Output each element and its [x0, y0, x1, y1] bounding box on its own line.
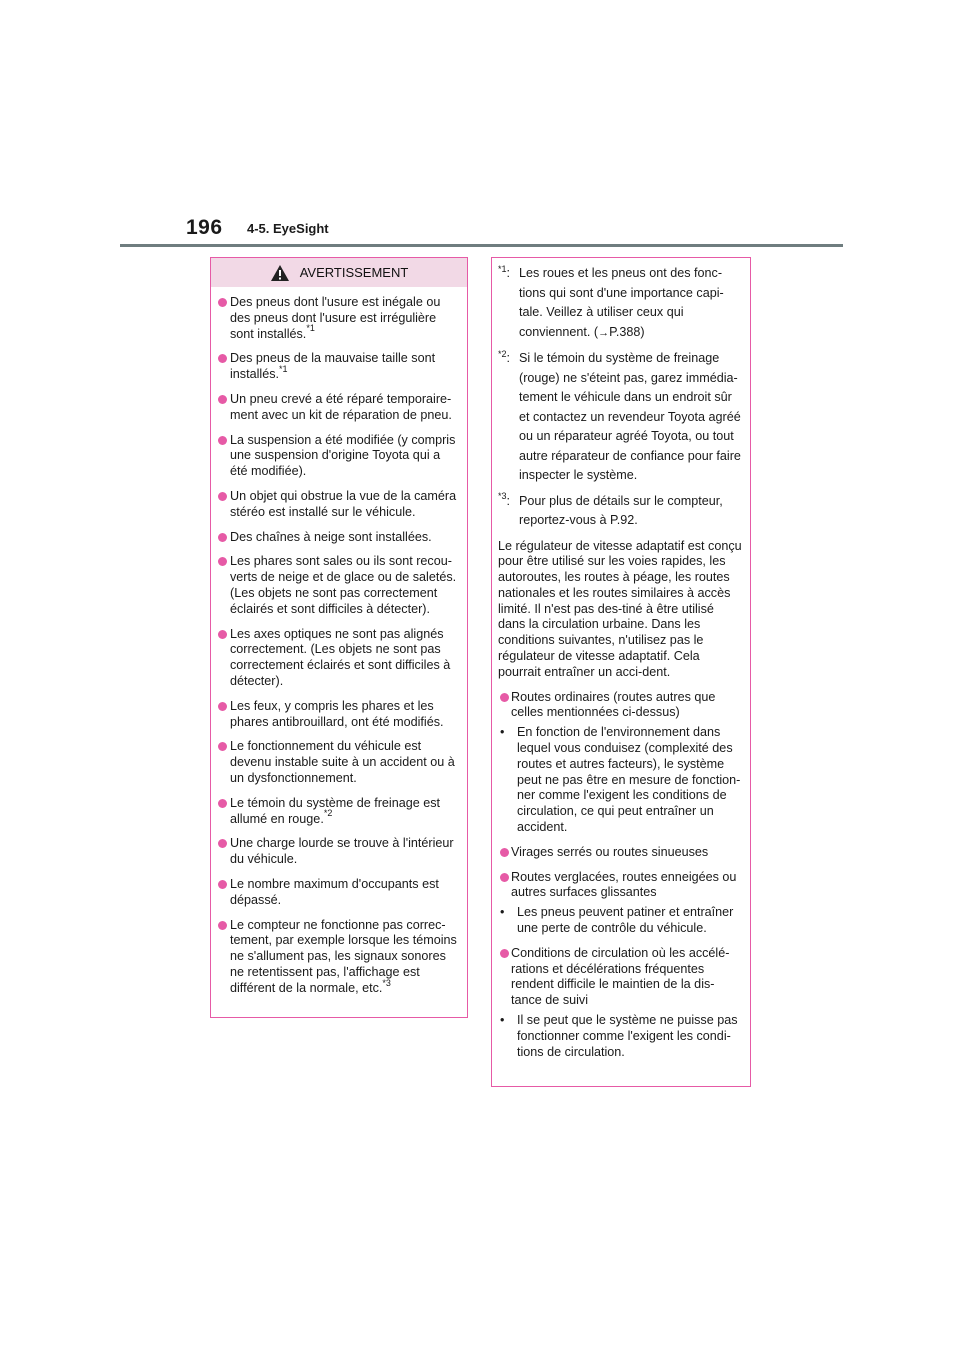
warning-title: AVERTISSEMENT	[299, 265, 409, 280]
pink-dot-icon	[218, 492, 227, 501]
warning-item	[218, 530, 459, 546]
warning-item-text: Les phares sont sales ou ils sont recou-verts de neige et de glace ou de saletés. (Les objets ne sont pas correctement éclairés et sont difficiles à détecter).	[230, 554, 457, 616]
pink-dot-icon	[500, 949, 509, 958]
pink-dot-icon	[218, 742, 227, 751]
warning-item	[218, 433, 459, 480]
warning-header	[211, 258, 467, 287]
pink-dot-icon	[218, 395, 227, 404]
condition-item	[498, 870, 742, 902]
footnote-text: Si le témoin du système de freinage (rouge) ne s'éteint pas, garez immédia-tement le véhicule dans un endroit sûr et contactez un revendeur Toyota agréé ou un réparateur agréé Toyota, ou tout autre réparateur de confiance pour faire inspecter le système.	[519, 351, 741, 482]
pink-dot-icon	[500, 693, 509, 702]
footnote-mark-text: *3	[498, 491, 507, 502]
warning-item-text: Un pneu crevé a été réparé temporaire-ment avec un kit de réparation de pneu.	[230, 391, 452, 422]
footnote-mark: $^{*2}$:	[498, 348, 511, 365]
footnote-mark-text: *2	[498, 348, 507, 359]
warning-item-text: Une charge lourde se trouve à l'intérieur du véhicule.	[230, 836, 454, 867]
warning-item-text: Le nombre maximum d'occupants est dépassé.	[230, 876, 439, 907]
condition-subitem	[498, 1013, 742, 1060]
pink-dot-icon	[218, 298, 227, 307]
warning-item	[218, 627, 459, 690]
warning-item	[218, 554, 459, 617]
warning-item-text: Les feux, y compris les phares et les phares antibrouillard, ont été modifiés.	[230, 698, 444, 729]
page-ref: P.388)	[609, 324, 645, 339]
warning-item	[218, 877, 459, 909]
conditions-list	[498, 690, 742, 1061]
pink-dot-icon	[500, 848, 509, 857]
footnote	[498, 492, 742, 531]
bullet-icon: •	[500, 725, 505, 740]
pink-dot-icon	[218, 436, 227, 445]
pink-dot-icon	[218, 533, 227, 542]
warning-item-text: Des chaînes à neige sont installées.	[230, 529, 432, 544]
pink-dot-icon	[218, 880, 227, 889]
pink-dot-icon	[500, 873, 509, 882]
warning-item	[218, 295, 459, 342]
condition-text: Routes ordinaires (routes autres que celles mentionnées ci-dessus)	[511, 689, 716, 720]
condition-sub-text: Il se peut que le système ne puisse pas fonctionner comme l'exigent les condi-tions de circulation.	[517, 1013, 738, 1059]
warning-item-text: Des pneus de la mauvaise taille sont installés.	[230, 351, 436, 382]
bullet-icon: •	[500, 905, 505, 920]
warning-item	[218, 489, 459, 521]
condition-sub-text: En fonction de l'environnement dans lequel vous conduisez (complexité des routes et autres facteurs), le système peut ne pas être en mesure de fonction-ner comme l'exigent les conditions de circulation, ce qui peut entraîner un accident.	[517, 725, 741, 835]
warning-item-text: Un objet qui obstrue la vue de la caméra stéréo est installé sur le véhicule.	[230, 488, 457, 519]
arrow-right-icon: →	[598, 326, 610, 339]
condition-item	[498, 845, 742, 861]
footnote-mark: $^{*1}$:	[498, 263, 511, 280]
notes-box	[491, 257, 751, 1087]
warning-item	[218, 836, 459, 868]
condition-sub-text: Les pneus peuvent patiner et entraîner une perte de contrôle du véhicule.	[517, 905, 734, 936]
pink-dot-icon	[218, 921, 227, 930]
warning-item	[218, 392, 459, 424]
warning-item	[218, 699, 459, 731]
warning-item-text: Les axes optiques ne sont pas alignés correctement. (Les objets ne sont pas correctement éclairés et sont difficiles à détecter).	[230, 626, 451, 688]
warning-item-text: La suspension a été modifiée (y compris une suspension d'origine Toyota qui a été modifiée).	[230, 432, 456, 479]
condition-text: Conditions de circulation où les accélé-rations et décélérations fréquentes rendent difficile le maintien de la dis-tance de suivi	[511, 945, 730, 1008]
warning-item-text: Le témoin du système de freinage est allumé en rouge.	[230, 795, 441, 826]
pink-dot-icon	[218, 630, 227, 639]
warning-list	[211, 287, 467, 996]
footnote-text: Pour plus de détails sur le compteur, reportez-vous à P.92.	[519, 493, 723, 527]
warning-item-text: Le fonctionnement du véhicule est devenu instable suite à un accident ou à un dysfonctionnement.	[230, 739, 455, 785]
condition-text: Virages serrés ou routes sinueuses	[511, 844, 709, 859]
warning-item	[218, 796, 459, 828]
warning-item	[218, 739, 459, 786]
pink-dot-icon	[218, 557, 227, 566]
pink-dot-icon	[218, 354, 227, 363]
warning-item	[218, 351, 459, 383]
pink-dot-icon	[218, 799, 227, 808]
footnote-text: Les roues et les pneus ont des fonc-tions qui sont d'une importance capi-tale. Veillez à utiliser ceux qui conviennent. (	[519, 266, 724, 339]
footnote-ref: *1	[279, 364, 288, 374]
pink-dot-icon	[218, 702, 227, 711]
header-rule	[120, 244, 843, 247]
page-number: 196	[186, 216, 223, 239]
footnote	[498, 349, 742, 486]
footnote-ref: *1	[306, 323, 315, 334]
condition-subitem	[498, 725, 742, 836]
warning-triangle-icon	[270, 264, 290, 282]
pink-dot-icon	[218, 839, 227, 848]
footnote	[498, 264, 742, 343]
warning-item-text: Des pneus dont l'usure est inégale ou des pneus dont l'usure est irrégulière sont installés.	[230, 295, 441, 341]
condition-item	[498, 690, 742, 722]
footnote-ref: *2	[323, 808, 333, 819]
acc-paragraph: Le régulateur de vitesse adaptatif est conçu pour être utilisé sur les voies rapides, les autoroutes, les routes à péage, les routes nationales et les routes similaires à accès limité. Il n'est pas des-tiné à être utilisé dans la circulation urbaine. Dans les conditions suivantes, n'utilisez pas le régulateur de vitesse adaptatif. Cela pourrait entraîner un acci-dent.	[498, 538, 742, 679]
condition-subitem	[498, 905, 742, 937]
footnote-mark-text: *1	[498, 263, 507, 274]
footnote-mark: $^{*3}$:	[498, 491, 511, 508]
warning-box	[210, 257, 468, 1018]
condition-item	[498, 946, 742, 1009]
section-title: 4-5. EyeSight	[247, 221, 329, 236]
condition-text: Routes verglacées, routes enneigées ou autres surfaces glissantes	[511, 869, 737, 900]
warning-item-text: Le compteur ne fonctionne pas correc-tement, par exemple lorsque les témoins ne s'allument pas, les signaux sonores ne retentissent pas, l'affichage est différent de la normale, etc.	[230, 917, 457, 995]
footnotes	[498, 264, 742, 531]
warning-item	[218, 918, 459, 997]
footnote-ref: *3	[382, 977, 391, 988]
bullet-icon: •	[500, 1013, 505, 1028]
